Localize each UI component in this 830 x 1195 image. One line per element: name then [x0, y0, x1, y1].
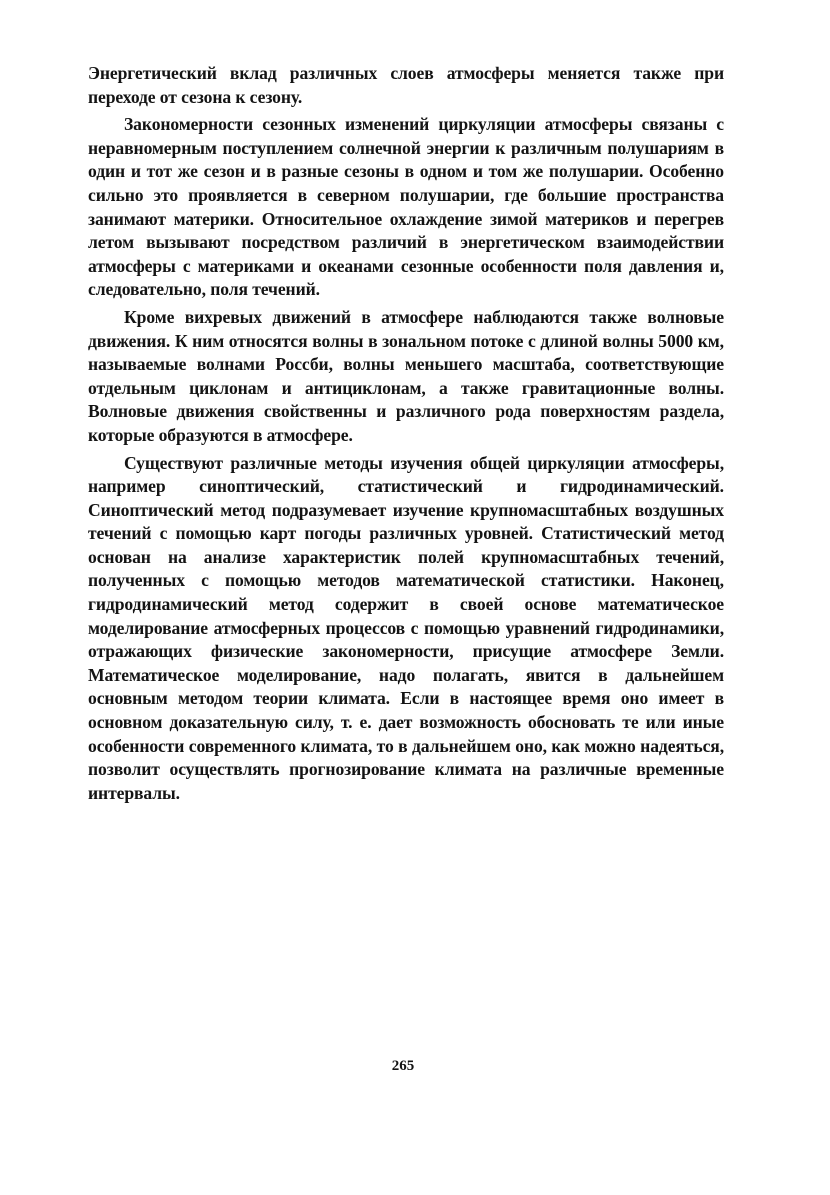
- paragraph-continuation: Энергетический вклад различных слоев атмосферы меняется также при переходе от сезона к сезону.: [88, 63, 724, 107]
- paragraph-research-methods: Существуют различные методы изучения общей циркуляции атмосферы, например синоптический, статистический и гидродинамический. Синоптический метод подразумевает изучение крупномасштабных воздушных течений с помощью карт погоды различных уровней. Статистический метод основан на анализе характеристик полей крупномасштабных течений, полученных с помощью методов математической статистики. Наконец, гидродинамический метод содержит в своей основе математическое моделирование атмосферных процессов с помощью уравнений гидродинамики, отражающих физические закономерности, присущие атмосфере Земли. Математическое моделирование, надо полагать, явится в дальнейшем основным методом теории климата. Если в настоящее время оно имеет в основном доказательную силу, т. е. дает возможность обосновать те или иные особенности современного климата, то в дальнейшем оно, как можно надеяться, позволит осуществлять прогнозирование климата на различные временные интервалы.: [88, 452, 724, 803]
- paragraph-wave-motions: Кроме вихревых движений в атмосфере наблюдаются также волновые движения. К ним относятся волны в зональном потоке с длиной волны 5000 км, называемые волнами Россби, волны меньшего масштаба, соответствующие отдельным циклонам и антициклонам, а также гравитационные волны. Волновые движения свойственны и различного рода поверхностям раздела, которые образуются в атмосфере.: [88, 306, 724, 445]
- page-number: 265: [391, 1058, 415, 1074]
- body-text: [88, 62, 724, 805]
- paragraph-seasonal-circulation: Закономерности сезонных изменений циркуляции атмосферы связаны с неравномерным поступлением солнечной энергии к различным полушариям в один и тот же сезон и в разные сезоны в одном и том же полушарии. Особенно сильно это проявляется в северном полушарии, где большие пространства занимают материки. Относительное охлаждение зимой материков и перегрев летом вызывают посредством различий в энергетическом взаимодействии атмосферы с материками и океанами сезонные особенности поля давления и, следовательно, поля течений.: [88, 114, 724, 300]
